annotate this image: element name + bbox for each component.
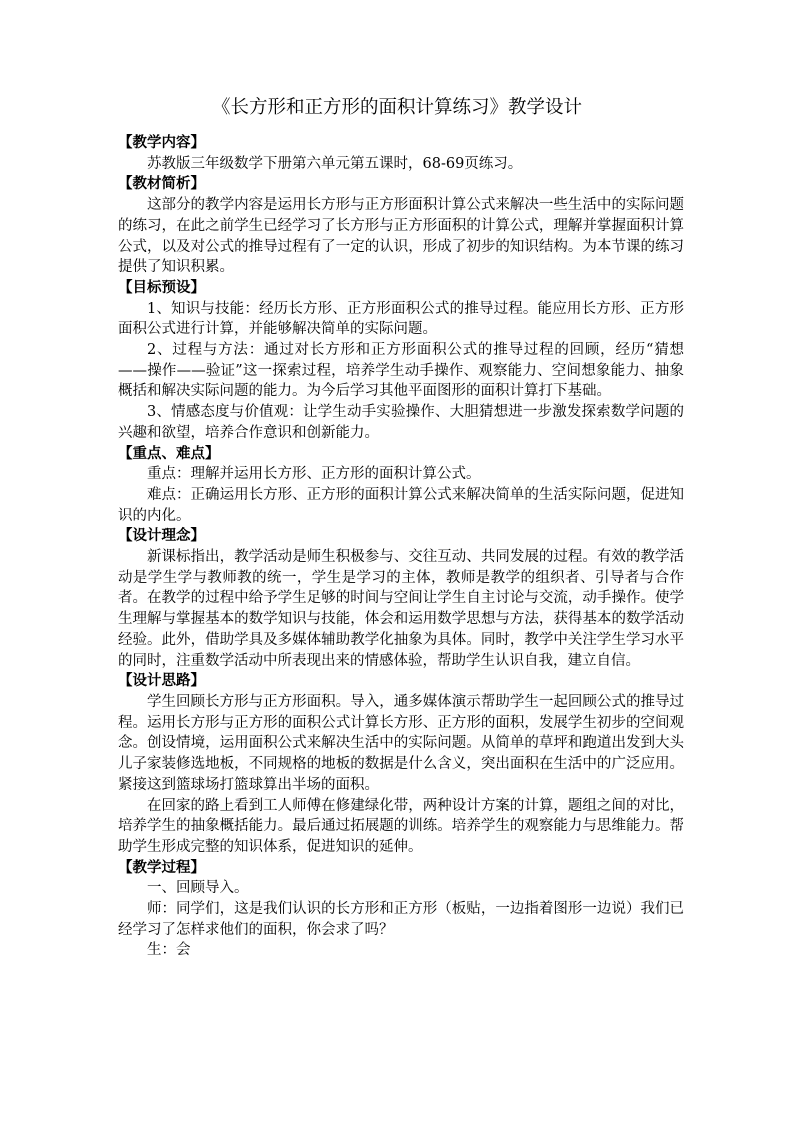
section-heading: 【重点、难点】	[118, 444, 220, 462]
paragraph: 这部分的教学内容是运用长方形与正方形面积计算公式来解决一些生活中的实际问题的练习，在此之前学生已经学习了长方形与正方形面积的计算公式，理解并掌握面积计算公式，以及对公式的推导过程有了一定的认识，形成了初步的知识结构。为本节课的练习提供了知识积累。	[118, 197, 684, 276]
paragraph: 师：同学们，这是我们认识的长方形和正方形（板贴，一边指着图形一边说）我们已经学习了怎样求他们的面积，你会求了吗？	[118, 901, 684, 938]
section-heading: 【教学过程】	[118, 858, 205, 876]
document-title: 《长方形和正方形的面积计算练习》教学设计	[211, 97, 582, 118]
paragraph: 一、回顾导入。	[147, 880, 249, 897]
paragraph: 3、情感态度与价值观：让学生动手实验操作、大胆猜想进一步激发探索数学问题的兴趣和欲望，培养合作意识和创新能力。	[118, 404, 684, 441]
paragraph: 学生回顾长方形与正方形面积。导入，通多媒体演示帮助学生一起回顾公式的推导过程。运用长方形与正方形的面积公式计算长方形、正方形的面积，发展学生初步的空间观念。创设情境，运用面积公式来解决生活中的实际问题。从简单的草坪和跑道出发到大头儿子家装修选地板，不同规格的地板的数据是什么含义，突出面积在生活中的广泛应用。紧接这到篮球场打篮球算出半场的面积。	[118, 693, 684, 793]
paragraph: 难点：正确运用长方形、正方形的面积计算公式来解决简单的生活实际问题，促进知识的内化。	[118, 486, 684, 524]
section-heading: 【目标预设】	[118, 278, 205, 296]
paragraph: 1、知识与技能：经历长方形、正方形面积公式的推导过程。能应用长方形、正方形面积公式进行计算，并能够解决简单的实际问题。	[118, 300, 684, 338]
paragraph: 苏教版三年级数学下册第六单元第五课时，68-69页练习。	[147, 155, 523, 172]
paragraph: 在回家的路上看到工人师傅在修建绿化带，两种设计方案的计算，题组之间的对比，培养学生的抽象概括能力。最后通过拓展题的训练。培养学生的观察能力与思维能力。帮助学生形成完整的知识体系，促进知识的延伸。	[118, 797, 684, 855]
section-heading: 【教学内容】	[118, 134, 205, 151]
paragraph: 重点：理解并运用长方形、正方形的面积计算公式。	[147, 466, 481, 483]
section-heading: 【设计思路】	[118, 672, 205, 690]
section-heading: 【设计理念】	[118, 527, 205, 545]
document-body	[118, 133, 684, 961]
paragraph: 生：会	[147, 942, 191, 959]
paragraph: 2、过程与方法：通过对长方形和正方形面积公式的推导过程的回顾，经历“猜想——操作——验证”这一探索过程，培养学生动手操作、观察能力、空间想象能力、抽象概括和解决实际问题的能力。为今后学习其他平面图形的面积计算打下基础。	[118, 342, 684, 400]
section-heading: 【教材简析】	[118, 175, 205, 193]
paragraph: 新课标指出，教学活动是师生积极参与、交往互动、共同发展的过程。有效的教学活动是学生学与教师教的统一，学生是学习的主体，教师是教学的组织者、引导者与合作者。在教学的过程中给予学生足够的时间与空间让学生自主讨论与交流，动手操作。使学生理解与掌握基本的数学知识与技能，体会和运用数学思想与方法，获得基本的数学活动经验。此外，借助学具及多媒体辅助教学化抽象为具体。同时，教学中关注学生学习水平的同时，注重数学活动中所表现出来的情感体验，帮助学生认识自我，建立自信。	[118, 549, 684, 669]
